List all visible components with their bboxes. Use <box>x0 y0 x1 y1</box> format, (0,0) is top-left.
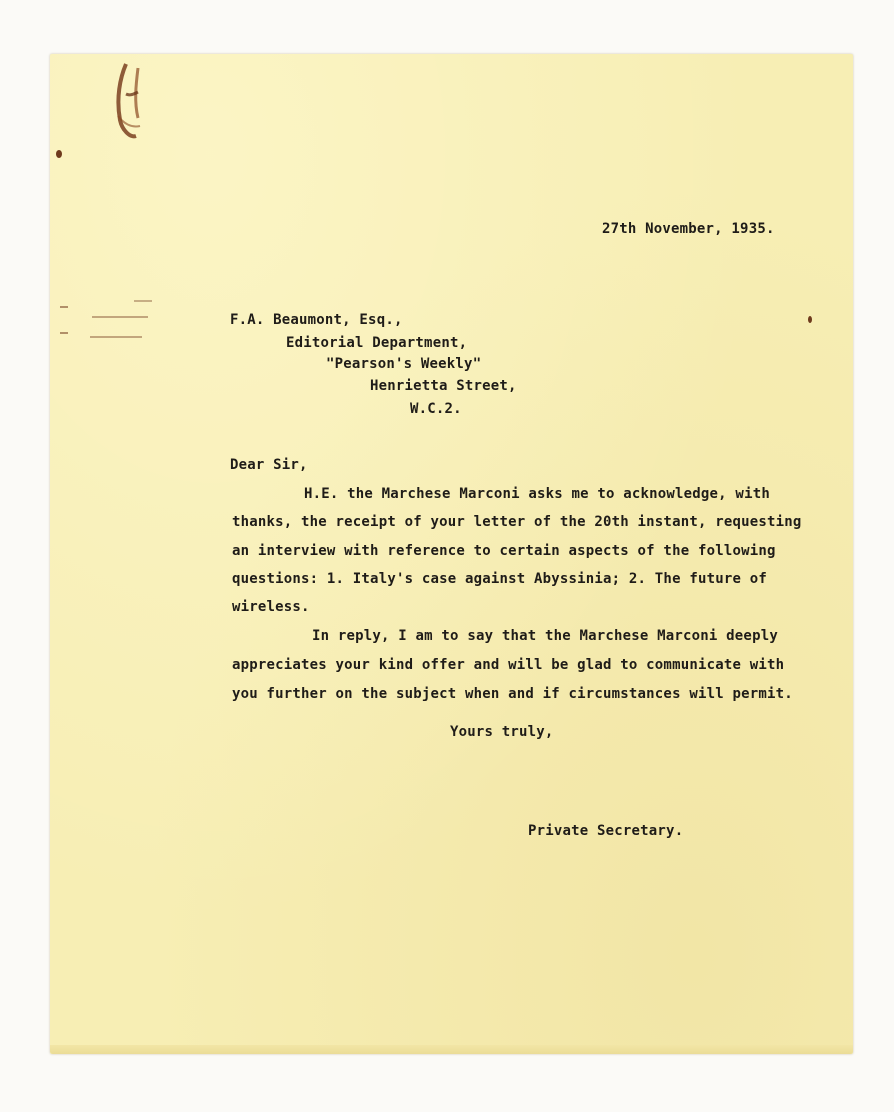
paper-bottom-edge <box>50 1045 853 1054</box>
edge-mark <box>90 336 142 338</box>
recipient-postcode: W.C.2. <box>410 401 462 417</box>
recipient-publication: "Pearson's Weekly" <box>326 356 482 372</box>
edge-mark <box>134 300 152 302</box>
salutation: Dear Sir, <box>230 457 308 473</box>
closing: Yours truly, <box>450 724 554 740</box>
edge-mark <box>60 306 68 308</box>
letter-date: 27th November, 1935. <box>602 221 775 237</box>
body-line: an interview with reference to certain aspects of the following <box>232 543 776 559</box>
body-line: wireless. <box>232 599 310 615</box>
recipient-department: Editorial Department, <box>286 335 468 351</box>
body-line: thanks, the receipt of your letter of the 20th instant, requesting <box>232 514 802 530</box>
signature-title: Private Secretary. <box>528 823 684 839</box>
body-line: questions: 1. Italy's case against Abyssinia; 2. The future of <box>232 571 767 587</box>
recipient-street: Henrietta Street, <box>370 378 517 394</box>
edge-mark <box>92 316 148 318</box>
body-line: In reply, I am to say that the Marchese Marconi deeply <box>312 628 778 644</box>
recipient-name: F.A. Beaumont, Esq., <box>230 312 403 328</box>
body-line: appreciates your kind offer and will be glad to communicate with <box>232 657 785 673</box>
body-line: you further on the subject when and if circumstances will permit. <box>232 686 793 702</box>
edge-mark <box>60 332 68 334</box>
body-line: H.E. the Marchese Marconi asks me to acknowledge, with <box>304 486 770 502</box>
